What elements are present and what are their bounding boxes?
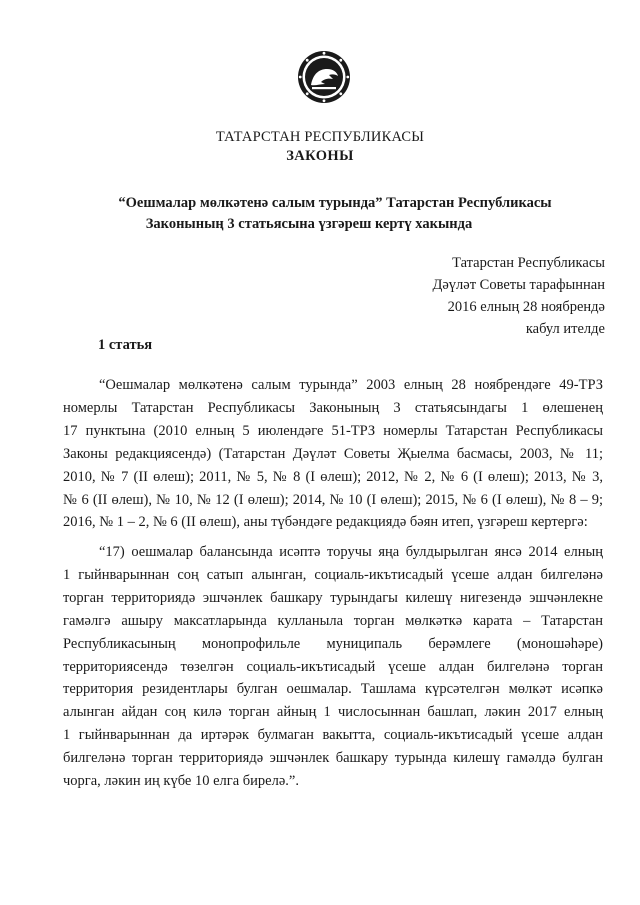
republic-heading: ТАТАРСТАН РЕСПУБЛИКАСЫ: [215, 129, 425, 145]
paragraph-line: гамәлгә ашыру максатларында кулланыла торган мөлкәткә карата – Татарстан: [63, 612, 603, 629]
paragraph-line: Законы редакциясендә) (Татарстан Дәүләт Советы Җыелма басмасы, 2003, № 11;: [63, 445, 603, 462]
paragraph-line: 2010, № 7 (II өлеш); 2011, № 5, № 8 (I өлеш); 2012, № 2, № 6 (I өлеш); 2013, № 3,: [63, 468, 603, 485]
paragraph-line: чорга, ләкин иң күбе 10 елга бирелә.”.: [63, 773, 299, 790]
adoption-line-3: 2016 елның 28 ноябрендә: [447, 299, 605, 315]
paragraph-line: 1 гыйнварыннан соң сатып алынган, социаль-икътисадый үсеше алдан билгеләнә: [63, 566, 603, 583]
paragraph-line: алынган айдан соң килә торган айның 1 числосыннан башлап, ләкин 2017 елның: [63, 704, 603, 721]
paragraph-line: 1 гыйнварыннан да иртәрәк булмаган вакытта, социаль-икътисадый үсеше алдан: [63, 727, 603, 744]
paragraph-line: территория резидентлары булган оешмалар. Ташлама күрсәтелгән мөлкәт исәпкә: [63, 681, 603, 698]
paragraph-line: Республикасының монопрофильле муниципаль берәмлеге (моношәһәре): [63, 635, 603, 652]
paragraph-line: “17) оешмалар балансында исәптә торучы яңа булдырылган янсә 2014 елның: [99, 544, 603, 560]
article-paragraph-2: [63, 541, 603, 793]
article-paragraph-1: [63, 374, 603, 534]
paragraph-line: территориясендә төзелгән социаль-икътисадый үсеше алдан билгеләнә торган: [63, 658, 603, 675]
paragraph-line: билгеләнә торган территориядә эшчәнлек башкару турында килешү гамәлдә булган: [63, 750, 603, 767]
paragraph-line: торган территориядә эшчәнлек башкару турындагы килешү нигезендә эшчәнлекне: [63, 589, 603, 606]
adoption-line-2: Дәүләт Советы тарафыннан: [432, 277, 605, 293]
paragraph-line: “Оешмалар мөлкәтенә салым турында” 2003 елның 28 ноябрендәге 49-ТРЗ: [99, 377, 603, 393]
adoption-line-1: Татарстан Республикасы: [452, 255, 605, 271]
paragraph-line: № 6 (II өлеш), № 10, № 12 (I өлеш); 2014, № 10 (I өлеш); 2015, № 6 (I өлеш), № 8 – 9;: [63, 491, 603, 508]
paragraph-line: 2016, № 1 – 2, № 6 (II өлеш), аны түбәндәге редакциядә бәян итеп, үзгәреш кертергә:: [63, 514, 588, 531]
paragraph-line: номерлы Татарстан Республикасы Законының 3 статьясындагы 1 өлешенең: [63, 399, 603, 416]
law-title-line-1: “Оешмалар мөлкәтенә салым турында” Татарстан Республикасы: [118, 195, 552, 211]
paragraph-line: 17 пунктына (2010 елның 5 июлендәге 51-ТРЗ номерлы Татарстан Республикасы: [63, 422, 603, 439]
law-heading: ЗАКОНЫ: [286, 148, 354, 164]
article-heading: 1 статья: [98, 337, 153, 353]
law-title-line-2: Законының 3 статьясына үзгәреш кертү хакында: [145, 216, 473, 232]
adoption-line-4: кабул ителде: [525, 321, 605, 337]
tatarstan-emblem-icon: [297, 50, 351, 104]
